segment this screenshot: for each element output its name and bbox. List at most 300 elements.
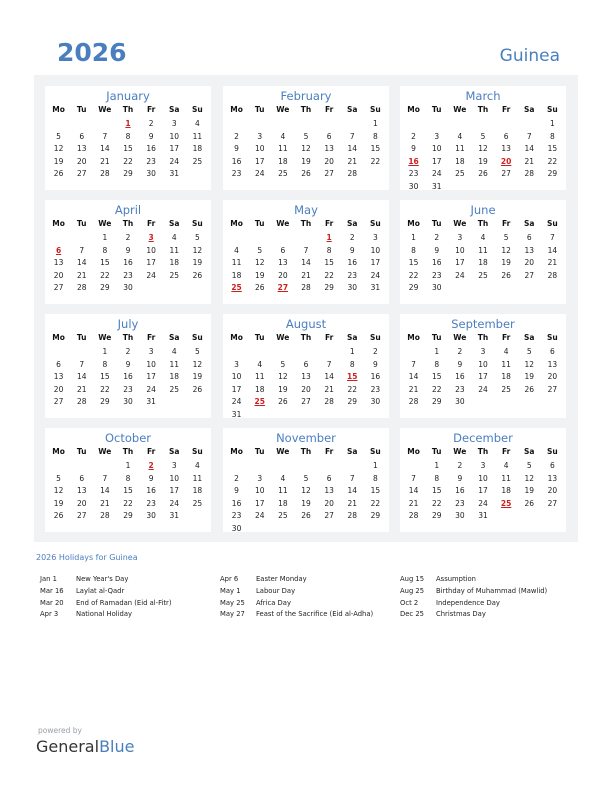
day-cell[interactable]: 24 — [431, 169, 442, 179]
day-cell[interactable]: 9 — [349, 245, 355, 255]
day-cell[interactable]: 29 — [547, 169, 558, 179]
day-cell[interactable]: 20 — [547, 486, 558, 496]
day-cell[interactable]: 25 — [169, 384, 180, 394]
holiday-day-cell[interactable]: 1 — [326, 233, 332, 242]
holiday-day-cell[interactable]: 3 — [148, 233, 154, 242]
day-cell[interactable]: 25 — [278, 169, 288, 179]
day-cell[interactable]: 22 — [100, 384, 110, 394]
day-cell[interactable]: 15 — [123, 486, 133, 496]
day-cell[interactable]: 17 — [478, 486, 488, 496]
day-cell[interactable]: 17 — [431, 156, 442, 166]
day-cell[interactable]: 22 — [347, 384, 358, 394]
day-cell[interactable]: 31 — [146, 397, 156, 407]
day-cell[interactable]: 4 — [503, 347, 509, 356]
day-cell[interactable]: 8 — [434, 473, 440, 483]
day-cell[interactable]: 22 — [431, 498, 442, 508]
day-cell[interactable]: 4 — [503, 461, 509, 470]
day-cell[interactable]: 10 — [231, 372, 242, 382]
day-cell[interactable]: 21 — [347, 498, 358, 508]
day-cell[interactable]: 31 — [169, 511, 180, 521]
day-cell[interactable]: 24 — [370, 270, 381, 280]
day-cell[interactable]: 16 — [146, 486, 156, 496]
day-cell[interactable]: 19 — [501, 258, 511, 268]
day-cell[interactable]: 18 — [278, 498, 288, 508]
day-cell[interactable]: 11 — [478, 245, 488, 255]
day-cell[interactable]: 6 — [550, 461, 555, 470]
day-cell[interactable]: 30 — [123, 397, 133, 407]
day-cell[interactable]: 21 — [100, 498, 110, 508]
day-cell[interactable]: 13 — [324, 486, 334, 496]
day-cell[interactable]: 9 — [373, 359, 378, 369]
day-cell[interactable]: 8 — [550, 131, 555, 141]
day-cell[interactable]: 2 — [457, 461, 463, 470]
day-cell[interactable]: 23 — [455, 498, 465, 508]
holiday-day-cell[interactable]: 27 — [277, 283, 289, 293]
day-cell[interactable]: 30 — [146, 511, 156, 521]
day-cell[interactable]: 9 — [125, 359, 131, 369]
day-cell[interactable]: 2 — [125, 233, 131, 242]
holiday-day-cell[interactable]: 25 — [254, 397, 265, 407]
day-cell[interactable]: 21 — [301, 270, 311, 280]
day-cell[interactable]: 10 — [254, 144, 265, 154]
day-cell[interactable]: 14 — [324, 372, 334, 382]
day-cell[interactable]: 16 — [455, 372, 465, 382]
day-cell[interactable]: 21 — [547, 258, 558, 268]
day-cell[interactable]: 16 — [231, 156, 242, 166]
day-cell[interactable]: 17 — [254, 156, 265, 166]
day-cell[interactable]: 1 — [349, 347, 355, 356]
day-cell[interactable]: 11 — [455, 144, 465, 154]
day-cell[interactable]: 11 — [501, 473, 511, 483]
day-cell[interactable]: 25 — [278, 511, 288, 521]
day-cell[interactable]: 1 — [411, 233, 416, 242]
day-cell[interactable]: 13 — [547, 359, 558, 369]
day-cell[interactable]: 2 — [125, 347, 131, 356]
day-cell[interactable]: 17 — [146, 372, 156, 382]
day-cell[interactable]: 11 — [192, 473, 203, 483]
day-cell[interactable]: 3 — [171, 461, 177, 470]
day-cell[interactable]: 12 — [254, 258, 265, 268]
day-cell[interactable]: 18 — [192, 144, 203, 154]
day-cell[interactable]: 15 — [123, 144, 133, 154]
day-cell[interactable]: 13 — [524, 245, 535, 255]
day-cell[interactable]: 1 — [102, 233, 108, 242]
day-cell[interactable]: 4 — [195, 119, 200, 128]
day-cell[interactable]: 24 — [254, 511, 265, 521]
day-cell[interactable]: 15 — [547, 144, 558, 154]
day-cell[interactable]: 18 — [169, 258, 180, 268]
day-cell[interactable]: 19 — [301, 498, 311, 508]
day-cell[interactable]: 15 — [100, 258, 110, 268]
day-cell[interactable]: 15 — [324, 258, 334, 268]
day-cell[interactable]: 17 — [169, 144, 180, 154]
day-cell[interactable]: 29 — [100, 397, 110, 407]
day-cell[interactable]: 30 — [146, 169, 156, 179]
day-cell[interactable]: 21 — [524, 156, 535, 166]
day-cell[interactable]: 6 — [503, 131, 509, 141]
day-cell[interactable]: 25 — [169, 270, 180, 280]
day-cell[interactable]: 24 — [254, 169, 265, 179]
day-cell[interactable]: 21 — [324, 384, 334, 394]
day-cell[interactable]: 26 — [501, 270, 511, 280]
day-cell[interactable]: 12 — [301, 144, 311, 154]
day-cell[interactable]: 4 — [234, 245, 239, 255]
day-cell[interactable]: 9 — [457, 473, 463, 483]
day-cell[interactable]: 22 — [100, 270, 110, 280]
day-cell[interactable]: 24 — [231, 397, 242, 407]
day-cell[interactable]: 26 — [301, 511, 311, 521]
day-cell[interactable]: 12 — [192, 359, 203, 369]
day-cell[interactable]: 6 — [56, 359, 61, 369]
day-cell[interactable]: 9 — [148, 473, 154, 483]
day-cell[interactable]: 9 — [234, 144, 239, 154]
day-cell[interactable]: 9 — [411, 144, 416, 154]
day-cell[interactable]: 26 — [53, 169, 64, 179]
day-cell[interactable]: 14 — [524, 144, 535, 154]
day-cell[interactable]: 27 — [76, 511, 87, 521]
day-cell[interactable]: 13 — [53, 372, 64, 382]
day-cell[interactable]: 9 — [457, 359, 463, 369]
day-cell[interactable]: 4 — [480, 233, 486, 242]
day-cell[interactable]: 11 — [254, 372, 265, 382]
day-cell[interactable]: 11 — [231, 258, 242, 268]
day-cell[interactable]: 17 — [254, 498, 265, 508]
day-cell[interactable]: 21 — [347, 156, 358, 166]
day-cell[interactable]: 23 — [146, 498, 156, 508]
day-cell[interactable]: 14 — [76, 258, 87, 268]
day-cell[interactable]: 20 — [76, 498, 87, 508]
day-cell[interactable]: 28 — [324, 397, 334, 407]
day-cell[interactable]: 8 — [125, 131, 131, 141]
day-cell[interactable]: 24 — [169, 498, 180, 508]
day-cell[interactable]: 1 — [373, 461, 378, 470]
holiday-day-cell[interactable]: 2 — [148, 461, 154, 470]
day-cell[interactable]: 29 — [324, 283, 334, 293]
day-cell[interactable]: 18 — [254, 384, 265, 394]
day-cell[interactable]: 26 — [192, 384, 203, 394]
day-cell[interactable]: 22 — [547, 156, 558, 166]
day-cell[interactable]: 15 — [408, 258, 419, 268]
day-cell[interactable]: 28 — [76, 283, 87, 293]
day-cell[interactable]: 30 — [347, 283, 358, 293]
day-cell[interactable]: 5 — [526, 347, 532, 356]
day-cell[interactable]: 7 — [550, 233, 555, 242]
day-cell[interactable]: 24 — [169, 156, 180, 166]
day-cell[interactable]: 5 — [503, 233, 509, 242]
day-cell[interactable]: 12 — [301, 486, 311, 496]
day-cell[interactable]: 11 — [169, 359, 180, 369]
day-cell[interactable]: 29 — [100, 283, 110, 293]
day-cell[interactable]: 27 — [76, 169, 87, 179]
day-cell[interactable]: 3 — [457, 233, 463, 242]
generalblue-logo[interactable] — [36, 737, 134, 756]
day-cell[interactable]: 14 — [347, 144, 358, 154]
day-cell[interactable]: 20 — [53, 270, 64, 280]
day-cell[interactable]: 4 — [257, 359, 263, 369]
day-cell[interactable]: 26 — [53, 511, 64, 521]
day-cell[interactable]: 4 — [171, 347, 177, 356]
day-cell[interactable]: 5 — [303, 131, 309, 141]
day-cell[interactable]: 8 — [349, 359, 355, 369]
day-cell[interactable]: 13 — [324, 144, 334, 154]
day-cell[interactable]: 6 — [280, 245, 286, 255]
day-cell[interactable]: 7 — [411, 359, 416, 369]
day-cell[interactable]: 16 — [146, 144, 156, 154]
day-cell[interactable]: 12 — [53, 144, 64, 154]
day-cell[interactable]: 1 — [550, 119, 555, 128]
day-cell[interactable]: 23 — [370, 384, 381, 394]
day-cell[interactable]: 25 — [455, 169, 465, 179]
day-cell[interactable]: 12 — [53, 486, 64, 496]
day-cell[interactable]: 2 — [411, 131, 416, 141]
day-cell[interactable]: 27 — [324, 511, 334, 521]
day-cell[interactable]: 4 — [457, 131, 463, 141]
day-cell[interactable]: 26 — [254, 283, 265, 293]
day-cell[interactable]: 10 — [169, 473, 180, 483]
day-cell[interactable]: 28 — [408, 511, 419, 521]
holiday-day-cell[interactable]: 6 — [55, 245, 62, 255]
day-cell[interactable]: 1 — [434, 461, 440, 470]
day-cell[interactable]: 30 — [431, 283, 442, 293]
day-cell[interactable]: 26 — [278, 397, 288, 407]
day-cell[interactable]: 14 — [100, 486, 110, 496]
day-cell[interactable]: 6 — [79, 473, 85, 483]
day-cell[interactable]: 1 — [125, 461, 131, 470]
day-cell[interactable]: 10 — [455, 245, 465, 255]
day-cell[interactable]: 10 — [431, 144, 442, 154]
day-cell[interactable]: 14 — [408, 372, 419, 382]
day-cell[interactable]: 22 — [123, 156, 133, 166]
day-cell[interactable]: 15 — [431, 372, 442, 382]
day-cell[interactable]: 6 — [303, 359, 309, 369]
day-cell[interactable]: 14 — [76, 372, 87, 382]
day-cell[interactable]: 25 — [192, 498, 203, 508]
day-cell[interactable]: 5 — [195, 233, 200, 242]
day-cell[interactable]: 19 — [53, 156, 64, 166]
day-cell[interactable]: 31 — [169, 169, 180, 179]
day-cell[interactable]: 13 — [53, 258, 64, 268]
day-cell[interactable]: 26 — [478, 169, 488, 179]
day-cell[interactable]: 13 — [76, 486, 87, 496]
day-cell[interactable]: 6 — [79, 131, 85, 141]
day-cell[interactable]: 20 — [278, 270, 288, 280]
day-cell[interactable]: 7 — [102, 131, 108, 141]
day-cell[interactable]: 10 — [478, 359, 488, 369]
day-cell[interactable]: 7 — [411, 473, 416, 483]
day-cell[interactable]: 7 — [326, 359, 332, 369]
day-cell[interactable]: 16 — [431, 258, 442, 268]
day-cell[interactable]: 29 — [408, 283, 419, 293]
day-cell[interactable]: 2 — [434, 233, 440, 242]
day-cell[interactable]: 27 — [53, 283, 64, 293]
day-cell[interactable]: 8 — [411, 245, 416, 255]
day-cell[interactable]: 20 — [53, 384, 64, 394]
day-cell[interactable]: 28 — [524, 169, 535, 179]
day-cell[interactable]: 14 — [547, 245, 558, 255]
day-cell[interactable]: 15 — [100, 372, 110, 382]
day-cell[interactable]: 16 — [347, 258, 358, 268]
day-cell[interactable]: 17 — [169, 486, 180, 496]
day-cell[interactable]: 13 — [301, 372, 311, 382]
day-cell[interactable]: 11 — [192, 131, 203, 141]
day-cell[interactable]: 30 — [370, 397, 381, 407]
day-cell[interactable]: 18 — [501, 486, 511, 496]
day-cell[interactable]: 18 — [478, 258, 488, 268]
day-cell[interactable]: 18 — [501, 372, 511, 382]
day-cell[interactable]: 19 — [478, 156, 488, 166]
day-cell[interactable]: 22 — [408, 270, 419, 280]
day-cell[interactable]: 31 — [231, 409, 242, 419]
day-cell[interactable]: 1 — [373, 119, 378, 128]
day-cell[interactable]: 3 — [480, 461, 486, 470]
day-cell[interactable]: 17 — [370, 258, 381, 268]
day-cell[interactable]: 8 — [373, 131, 378, 141]
day-cell[interactable]: 10 — [370, 245, 381, 255]
day-cell[interactable]: 4 — [280, 131, 286, 141]
day-cell[interactable]: 14 — [408, 486, 419, 496]
day-cell[interactable]: 29 — [431, 511, 442, 521]
day-cell[interactable]: 4 — [195, 461, 200, 470]
day-cell[interactable]: 22 — [370, 498, 381, 508]
day-cell[interactable]: 24 — [478, 384, 488, 394]
day-cell[interactable]: 16 — [370, 372, 381, 382]
day-cell[interactable]: 2 — [234, 473, 239, 483]
day-cell[interactable]: 27 — [547, 384, 558, 394]
day-cell[interactable]: 23 — [146, 156, 156, 166]
day-cell[interactable]: 20 — [76, 156, 87, 166]
day-cell[interactable]: 18 — [455, 156, 465, 166]
day-cell[interactable]: 29 — [431, 397, 442, 407]
day-cell[interactable]: 9 — [125, 245, 131, 255]
day-cell[interactable]: 9 — [148, 131, 154, 141]
day-cell[interactable]: 8 — [373, 473, 378, 483]
day-cell[interactable]: 11 — [501, 359, 511, 369]
day-cell[interactable]: 15 — [370, 486, 381, 496]
day-cell[interactable]: 6 — [550, 347, 555, 356]
day-cell[interactable]: 4 — [280, 473, 286, 483]
day-cell[interactable]: 5 — [480, 131, 486, 141]
day-cell[interactable]: 19 — [192, 372, 203, 382]
day-cell[interactable]: 5 — [56, 473, 61, 483]
day-cell[interactable]: 14 — [347, 486, 358, 496]
holiday-day-cell[interactable]: 16 — [408, 156, 419, 166]
day-cell[interactable]: 5 — [257, 245, 263, 255]
day-cell[interactable]: 25 — [478, 270, 488, 280]
day-cell[interactable]: 30 — [408, 181, 419, 191]
day-cell[interactable]: 23 — [231, 511, 242, 521]
day-cell[interactable]: 29 — [370, 511, 381, 521]
day-cell[interactable]: 29 — [123, 511, 133, 521]
day-cell[interactable]: 23 — [123, 270, 133, 280]
day-cell[interactable]: 28 — [408, 397, 419, 407]
day-cell[interactable]: 2 — [148, 119, 154, 128]
day-cell[interactable]: 10 — [169, 131, 180, 141]
day-cell[interactable]: 23 — [455, 384, 465, 394]
day-cell[interactable]: 15 — [370, 144, 381, 154]
day-cell[interactable]: 3 — [373, 233, 378, 242]
day-cell[interactable]: 7 — [102, 473, 108, 483]
day-cell[interactable]: 27 — [324, 169, 334, 179]
day-cell[interactable]: 11 — [278, 144, 288, 154]
day-cell[interactable]: 29 — [123, 169, 133, 179]
day-cell[interactable]: 2 — [349, 233, 355, 242]
day-cell[interactable]: 7 — [526, 131, 532, 141]
day-cell[interactable]: 20 — [301, 384, 311, 394]
day-cell[interactable]: 5 — [280, 359, 286, 369]
day-cell[interactable]: 22 — [431, 384, 442, 394]
day-cell[interactable]: 19 — [301, 156, 311, 166]
day-cell[interactable]: 18 — [192, 486, 203, 496]
day-cell[interactable]: 26 — [524, 498, 535, 508]
day-cell[interactable]: 21 — [408, 384, 419, 394]
day-cell[interactable]: 11 — [278, 486, 288, 496]
day-cell[interactable]: 23 — [431, 270, 442, 280]
day-cell[interactable]: 20 — [547, 372, 558, 382]
day-cell[interactable]: 4 — [171, 233, 177, 242]
day-cell[interactable]: 27 — [524, 270, 535, 280]
day-cell[interactable]: 22 — [370, 156, 381, 166]
day-cell[interactable]: 18 — [278, 156, 288, 166]
day-cell[interactable]: 3 — [257, 131, 263, 141]
day-cell[interactable]: 16 — [231, 498, 242, 508]
day-cell[interactable]: 7 — [303, 245, 309, 255]
day-cell[interactable]: 22 — [324, 270, 334, 280]
day-cell[interactable]: 8 — [326, 245, 332, 255]
day-cell[interactable]: 28 — [347, 169, 358, 179]
day-cell[interactable]: 13 — [501, 144, 511, 154]
day-cell[interactable]: 9 — [234, 486, 239, 496]
day-cell[interactable]: 6 — [326, 131, 332, 141]
day-cell[interactable]: 31 — [431, 181, 442, 191]
day-cell[interactable]: 19 — [53, 498, 64, 508]
day-cell[interactable]: 6 — [526, 233, 532, 242]
day-cell[interactable]: 26 — [301, 169, 311, 179]
day-cell[interactable]: 18 — [169, 372, 180, 382]
day-cell[interactable]: 7 — [349, 131, 355, 141]
day-cell[interactable]: 17 — [231, 384, 242, 394]
day-cell[interactable]: 28 — [76, 397, 87, 407]
day-cell[interactable]: 11 — [169, 245, 180, 255]
day-cell[interactable]: 19 — [192, 258, 203, 268]
day-cell[interactable]: 19 — [524, 486, 535, 496]
day-cell[interactable]: 5 — [303, 473, 309, 483]
day-cell[interactable]: 2 — [457, 347, 463, 356]
day-cell[interactable]: 3 — [257, 473, 263, 483]
day-cell[interactable]: 10 — [254, 486, 265, 496]
day-cell[interactable]: 12 — [478, 144, 488, 154]
day-cell[interactable]: 24 — [478, 498, 488, 508]
day-cell[interactable]: 14 — [100, 144, 110, 154]
day-cell[interactable]: 21 — [76, 384, 87, 394]
day-cell[interactable]: 28 — [100, 169, 110, 179]
day-cell[interactable]: 16 — [455, 486, 465, 496]
day-cell[interactable]: 10 — [146, 245, 156, 255]
day-cell[interactable]: 21 — [408, 498, 419, 508]
day-cell[interactable]: 28 — [347, 511, 358, 521]
day-cell[interactable]: 15 — [431, 486, 442, 496]
day-cell[interactable]: 5 — [56, 131, 61, 141]
day-cell[interactable]: 26 — [192, 270, 203, 280]
day-cell[interactable]: 12 — [278, 372, 288, 382]
day-cell[interactable]: 3 — [434, 131, 440, 141]
day-cell[interactable]: 31 — [370, 283, 381, 293]
holiday-day-cell[interactable]: 1 — [125, 119, 131, 128]
day-cell[interactable]: 30 — [455, 511, 465, 521]
day-cell[interactable]: 13 — [76, 144, 87, 154]
day-cell[interactable]: 27 — [547, 498, 558, 508]
day-cell[interactable]: 9 — [434, 245, 440, 255]
day-cell[interactable]: 14 — [301, 258, 311, 268]
